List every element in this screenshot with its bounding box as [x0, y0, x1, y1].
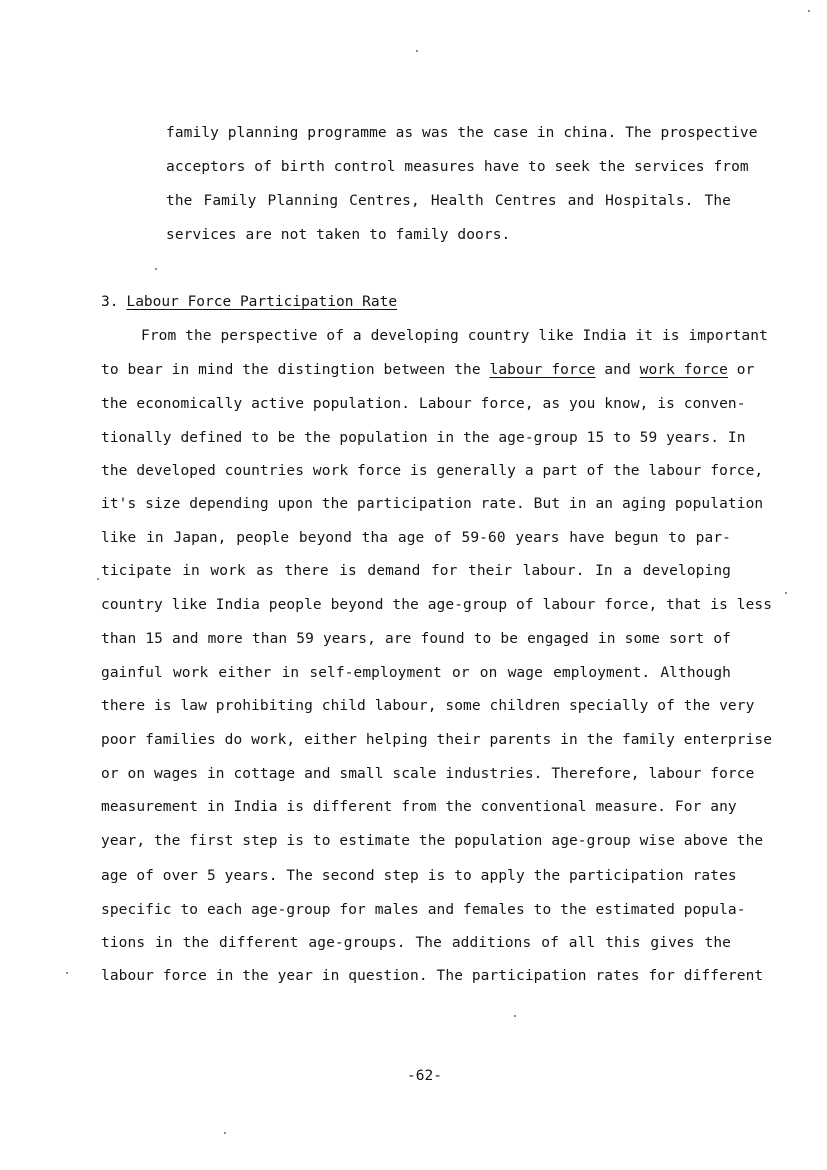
scan-speck: [224, 1132, 226, 1134]
scan-speck: [514, 1015, 516, 1017]
section-heading: [101, 292, 397, 312]
paragraph-line: gainful work either in self-employment or on wage employment. Although: [101, 665, 731, 681]
paragraph-line: or on wages in cottage and small scale industries. Therefore, labour force: [101, 766, 755, 782]
paragraph-line: poor families do work, either helping their parents in the family enterprise: [101, 732, 773, 748]
paragraph-line: [101, 360, 755, 380]
line-text: and: [595, 362, 640, 378]
paragraph-line: services are not taken to family doors.: [166, 227, 511, 243]
paragraph-line: specific to each age-group for males and females to the estimated popula-: [101, 902, 746, 918]
paragraph-line: the Family Planning Centres, Health Centres and Hospitals. The: [166, 193, 731, 209]
line-text: to bear in mind the distingtion between the: [101, 362, 490, 378]
paragraph-line: it's size depending upon the participation rate. But in an aging population: [101, 496, 764, 512]
paragraph-line: From the perspective of a developing country like India it is important: [141, 328, 768, 344]
scan-speck: [785, 592, 787, 594]
line-text: or: [727, 362, 755, 378]
paragraph-line: the economically active population. Labour force, as you know, is conven-: [101, 396, 746, 412]
term-work-force: work force: [639, 362, 728, 378]
paragraph-line: family planning programme as was the case in china. The prospective: [166, 125, 758, 141]
paragraph-line: year, the first step is to estimate the population age-group wise above the: [101, 833, 764, 849]
paragraph-line: acceptors of birth control measures have to seek the services from: [166, 159, 749, 175]
paragraph-line: there is law prohibiting child labour, some children specially of the very: [101, 698, 755, 714]
page-number: -62-: [407, 1068, 442, 1084]
paragraph-line: the developed countries work force is generally a part of the labour force,: [101, 463, 764, 479]
scan-speck: [97, 578, 99, 580]
paragraph-line: tionally defined to be the population in the age-group 15 to 59 years. In: [101, 430, 746, 446]
paragraph-line: like in Japan, people beyond tha age of 59-60 years have begun to par-: [101, 530, 731, 546]
paragraph-line: country like India people beyond the age-group of labour force, that is less: [101, 597, 773, 613]
paragraph-line: age of over 5 years. The second step is to apply the participation rates: [101, 868, 737, 884]
scan-speck: [66, 972, 68, 974]
section-number: 3.: [101, 294, 119, 310]
paragraph-line: tions in the different age-groups. The additions of all this gives the: [101, 935, 731, 951]
scan-speck: [416, 50, 418, 52]
term-labour-force: labour force: [489, 362, 596, 378]
paragraph-line: than 15 and more than 59 years, are found to be engaged in some sort of: [101, 631, 731, 647]
paragraph-line: measurement in India is different from the conventional measure. For any: [101, 799, 737, 815]
paragraph-line: ticipate in work as there is demand for their labour. In a developing: [101, 563, 731, 579]
paragraph-line: labour force in the year in question. The participation rates for different: [101, 968, 764, 984]
scan-speck: [808, 10, 810, 12]
scan-speck: [155, 268, 157, 270]
section-title: Labour Force Participation Rate: [126, 294, 398, 310]
